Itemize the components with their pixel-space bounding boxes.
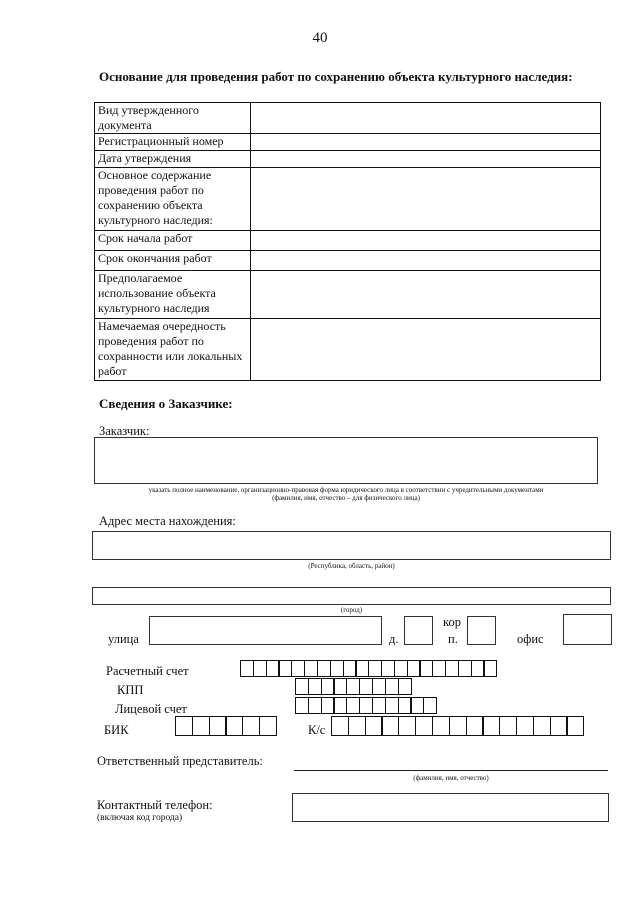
table-row: [95, 251, 601, 271]
building-label: кор: [443, 615, 461, 629]
row-label: Дата утверждения: [95, 151, 251, 168]
digit-cell[interactable]: [533, 716, 551, 736]
representative-line[interactable]: [294, 770, 608, 771]
row-label: Срок окончания работ: [95, 251, 251, 271]
row-value-field[interactable]: [251, 168, 601, 231]
digit-cell[interactable]: [381, 716, 399, 736]
digit-cell[interactable]: [499, 716, 517, 736]
kpp-cells[interactable]: [295, 678, 410, 695]
row-label: Предполагаемое использование объекта культурного наследия: [95, 271, 251, 319]
corr-account-cells[interactable]: [331, 716, 583, 736]
row-value-field[interactable]: [251, 319, 601, 381]
region-note: (Республика, область, район): [308, 562, 395, 570]
digit-cell[interactable]: [242, 716, 260, 736]
settlement-account-cells[interactable]: [240, 660, 496, 677]
personal-account-cells[interactable]: [295, 697, 436, 714]
row-value-field[interactable]: [251, 251, 601, 271]
table-row: [95, 134, 601, 151]
digit-cell[interactable]: [209, 716, 227, 736]
digit-cell[interactable]: [550, 716, 568, 736]
table-row: [95, 103, 601, 134]
table-row: [95, 271, 601, 319]
digit-cell[interactable]: [415, 716, 433, 736]
basis-table: [94, 102, 601, 381]
digit-cell[interactable]: [516, 716, 534, 736]
digit-cell[interactable]: [259, 716, 277, 736]
digit-cell[interactable]: [331, 716, 349, 736]
table-row: [95, 168, 601, 231]
row-value-field[interactable]: [251, 151, 601, 168]
street-field[interactable]: [149, 616, 382, 645]
table-row: [95, 319, 601, 381]
digit-cell[interactable]: [432, 716, 450, 736]
phone-sublabel: (включая код города): [97, 813, 183, 823]
digit-cell[interactable]: [348, 716, 366, 736]
phone-label: Контактный телефон:: [97, 798, 213, 812]
row-label: Основное содержание проведения работ по сохранению объекта культурного наследия:: [95, 168, 251, 231]
table-row: [95, 151, 601, 168]
digit-cell[interactable]: [466, 716, 484, 736]
personal-account-label: Лицевой счет: [115, 702, 187, 716]
digit-cell[interactable]: [482, 716, 500, 736]
row-label: Вид утвержденного документа: [95, 103, 251, 134]
row-value-field[interactable]: [251, 271, 601, 319]
customer-field[interactable]: [94, 437, 598, 484]
page-number: 40: [312, 30, 328, 46]
customer-note-physical: (фамилия, имя, отчество – для физического лица): [272, 494, 420, 502]
building-label-suffix: п.: [448, 632, 458, 646]
digit-cell[interactable]: [225, 716, 243, 736]
settlement-account-label: Расчетный счет: [106, 664, 189, 678]
row-label: Намечаемая очередность проведения работ по сохранности или локальных работ: [95, 319, 251, 381]
street-label: улица: [108, 632, 139, 646]
customer-section-title: Сведения о Заказчике:: [99, 396, 233, 411]
table-row: [95, 231, 601, 251]
corr-account-label: К/с: [308, 723, 326, 737]
house-label: д.: [389, 632, 399, 646]
customer-note: указать полное наименование, организационно-правовая форма юридического лица в соответствии с учредительными документами: [148, 486, 544, 494]
digit-cell[interactable]: [365, 716, 383, 736]
row-value-field[interactable]: [251, 134, 601, 151]
basis-section-title: Основание для проведения работ по сохранению объекта культурного наследия:: [99, 69, 573, 84]
digit-cell[interactable]: [192, 716, 210, 736]
digit-cell[interactable]: [449, 716, 467, 736]
representative-note: (фамилия, имя, отчество): [413, 774, 489, 782]
row-label: Срок начала работ: [95, 231, 251, 251]
address-label: Адрес места нахождения:: [99, 514, 236, 528]
building-field[interactable]: [467, 616, 496, 645]
digit-cell[interactable]: [175, 716, 193, 736]
kpp-label: КПП: [117, 683, 144, 697]
digit-cell[interactable]: [566, 716, 584, 736]
representative-label: Ответственный представитель:: [97, 754, 263, 768]
bik-label: БИК: [104, 723, 129, 737]
row-label: Регистрационный номер: [95, 134, 251, 151]
phone-field[interactable]: [292, 793, 609, 822]
office-field[interactable]: [563, 614, 612, 645]
city-field[interactable]: [92, 587, 611, 605]
row-value-field[interactable]: [251, 103, 601, 134]
digit-cell[interactable]: [398, 678, 412, 695]
city-note: (город): [340, 606, 363, 614]
house-field[interactable]: [404, 616, 433, 645]
row-value-field[interactable]: [251, 231, 601, 251]
digit-cell[interactable]: [483, 660, 497, 677]
digit-cell[interactable]: [423, 697, 437, 714]
office-label: офис: [517, 632, 544, 646]
customer-label: Заказчик:: [99, 424, 150, 438]
digit-cell[interactable]: [398, 716, 416, 736]
bik-cells[interactable]: [175, 716, 276, 736]
address-region-field[interactable]: [92, 531, 611, 560]
